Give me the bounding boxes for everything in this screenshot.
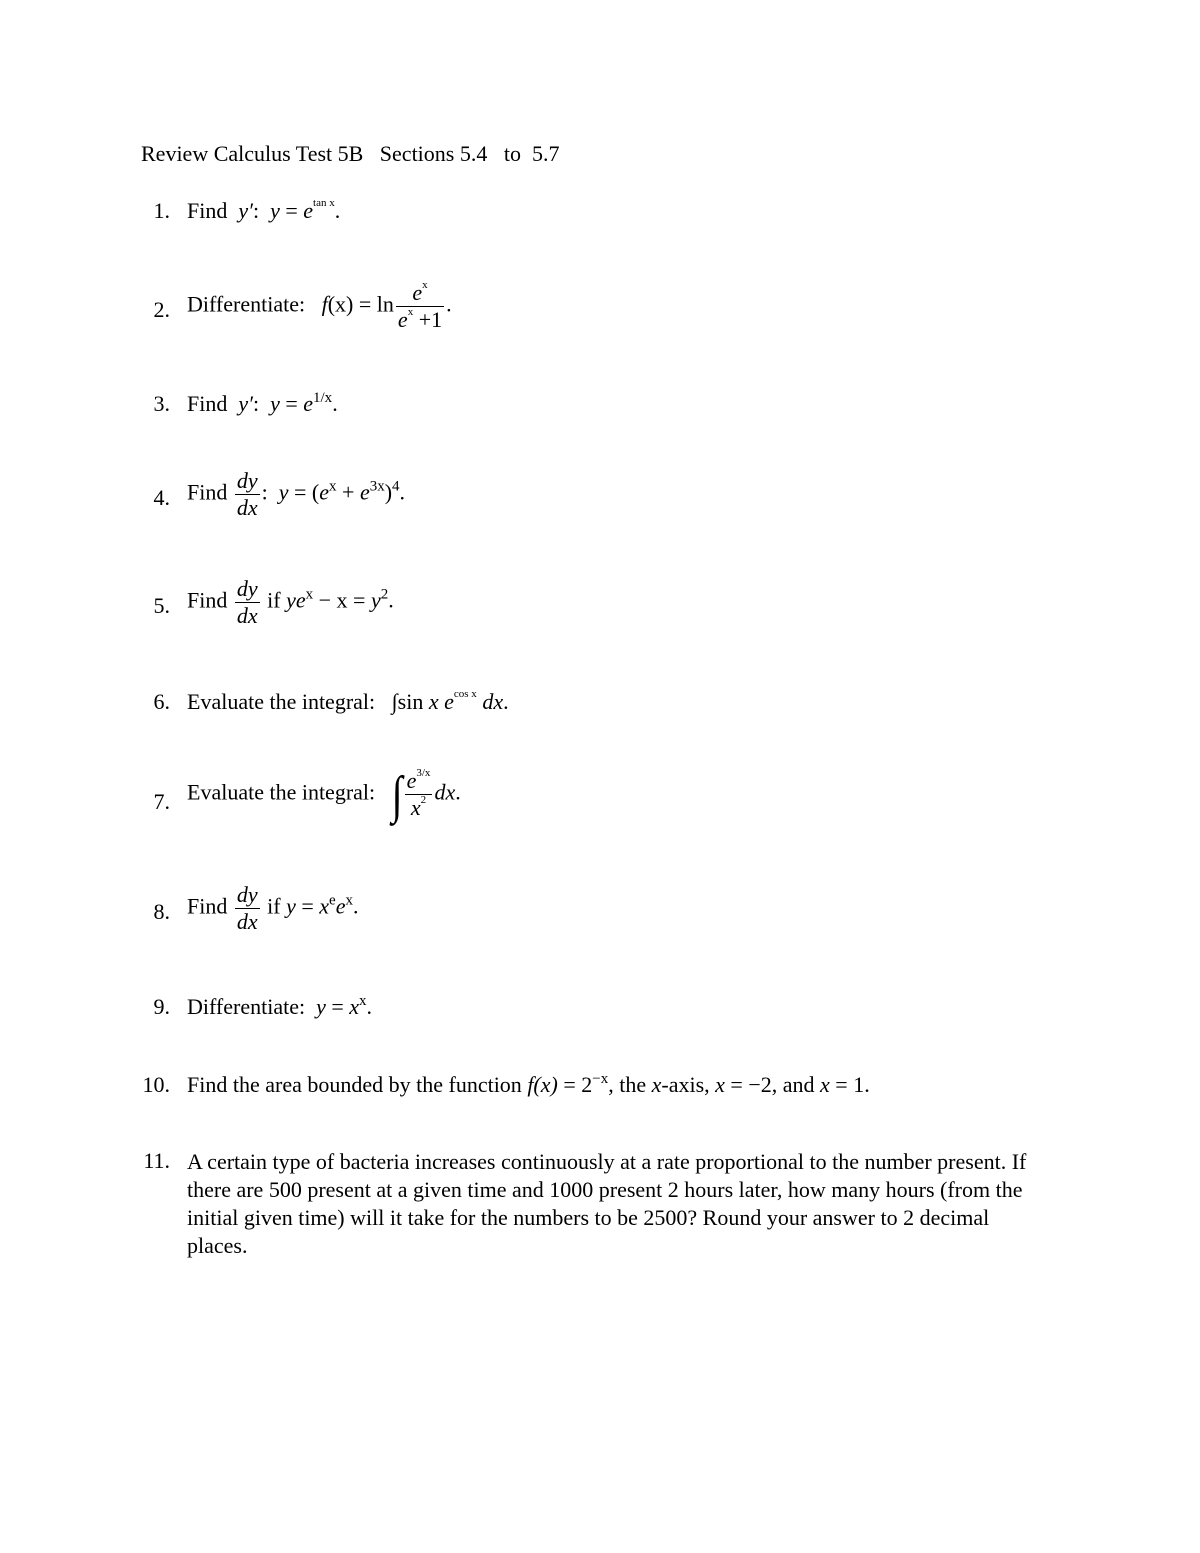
derivative-fraction: $\frac{dy}{dx}$: [236, 882, 258, 934]
integral-sign: ∫: [391, 765, 403, 824]
question-number: 5.: [153, 593, 170, 618]
question-text: Find $\frac{dy}{dx}$ if $ye^x - x = y^2$.: [187, 576, 394, 628]
page-title: Review Calculus Test 5B Sections 5.4 to 5.7: [141, 141, 560, 166]
question-text: Find the area bounded by the function $f(x) = 2^{-x}$, the x-axis, x = −2, and x = 1.: [187, 1071, 870, 1097]
question-number: 2.: [153, 297, 170, 322]
fraction: $\frac{e^{3/x}}{x^2}$: [406, 767, 431, 820]
question-number: 7.: [153, 789, 170, 814]
fraction: $\frac{e^x}{e^x +1}$: [397, 279, 443, 332]
question-text: Find $\frac{dy}{dx}$ if $y = x^ee^x$.: [187, 882, 359, 934]
question-number: 3.: [153, 391, 170, 416]
question-text: Differentiate: f(x) = ln $\frac{e^x}{e^x +1}$ .: [187, 279, 452, 332]
question-text: Find y′: $y = e^{1/x}$.: [187, 390, 338, 416]
question-text: Differentiate: $y = x^x$.: [187, 993, 373, 1019]
question-text: Find y′: $y = e^{tan x}$.: [187, 197, 341, 223]
question-number: 10.: [142, 1072, 170, 1097]
question-text: Find $\frac{dy}{dx}$ : $y = (e^x + e^{3x})^4$.: [187, 468, 406, 520]
question-text: Evaluate the integral: ∫sin x $e^{cos x}$ dx.: [187, 688, 509, 714]
question-number: 1.: [153, 198, 170, 223]
question-text: A certain type of bacteria increases continuously at a rate proportional to the number present. If there are 500 present at a given time and 1000 present 2 hours later, how many hours (from the initial given time) will it take for the numbers to be 2500? Round your answer to 2 decimal places.: [187, 1149, 1027, 1258]
question-number: 8.: [153, 899, 170, 924]
question-number: 6.: [153, 689, 170, 714]
question-number: 11.: [143, 1148, 170, 1173]
derivative-fraction: $\frac{dy}{dx}$: [236, 468, 258, 520]
derivative-fraction: $\frac{dy}{dx}$: [236, 576, 258, 628]
question-text: Evaluate the integral: ∫ $\frac{e^{3/x}}{x^2}$ dx.: [187, 765, 461, 824]
question-number: 4.: [153, 485, 170, 510]
question-number: 9.: [153, 994, 170, 1019]
